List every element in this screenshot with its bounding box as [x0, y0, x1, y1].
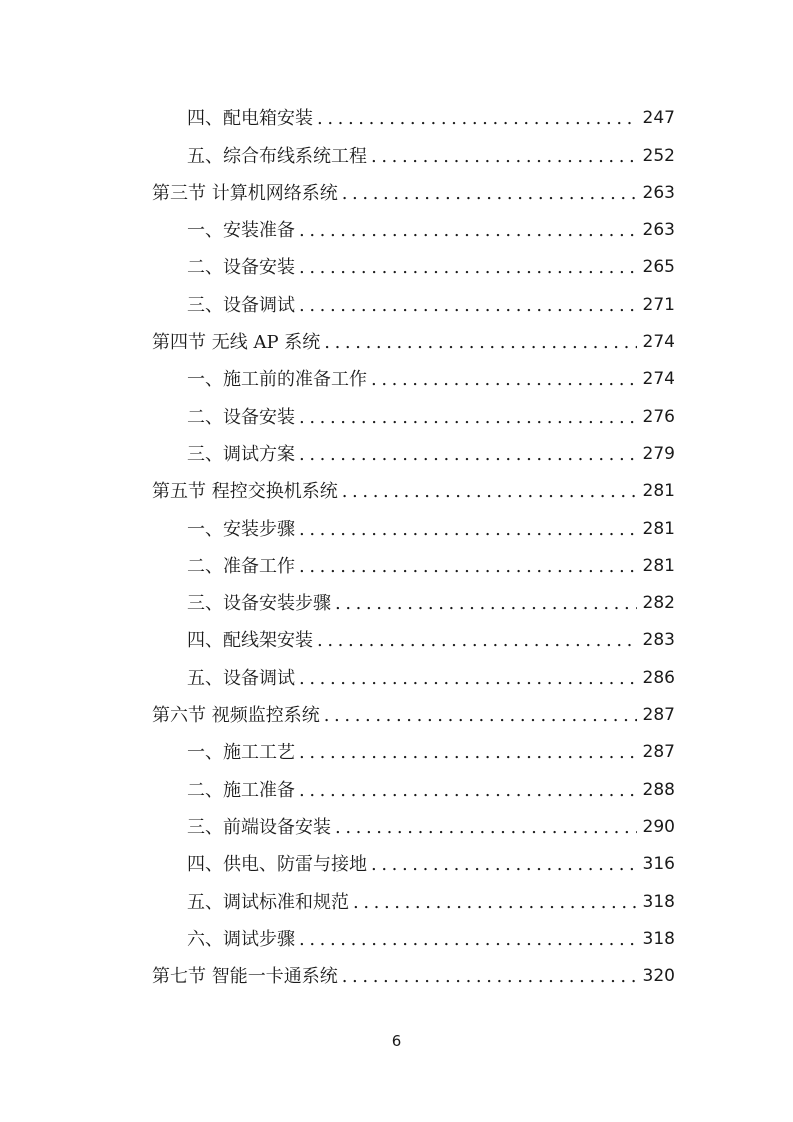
toc-entry-page: 247 [642, 108, 675, 129]
toc-entry-title: 第五节 程控交换机系统 [152, 481, 338, 503]
toc-entry-title: 第六节 视频监控系统 [152, 705, 320, 727]
toc-leader-dots [299, 511, 637, 548]
toc-leader-dots [324, 697, 637, 734]
toc-entry[interactable] [152, 771, 675, 808]
toc-entry-title: 一、安装步骤 [187, 518, 295, 540]
toc-section-entry[interactable] [152, 697, 675, 734]
toc-entry[interactable] [152, 361, 675, 398]
toc-entry-page: 281 [642, 518, 675, 539]
toc-section-entry[interactable] [152, 175, 675, 212]
toc-entry[interactable] [152, 398, 675, 435]
toc-leader-dots [299, 249, 637, 286]
toc-entry-title: 三、前端设备安装 [187, 816, 331, 838]
toc-leader-dots [299, 921, 637, 958]
toc-leader-dots [299, 548, 637, 585]
toc-entry-title: 五、调试标准和规范 [187, 891, 349, 913]
toc-entry-page: 252 [642, 145, 675, 166]
toc-entry-page: 276 [642, 406, 675, 427]
toc-entry-page: 287 [642, 742, 675, 763]
toc-entry-page: 263 [642, 182, 675, 203]
toc-entry-title: 二、施工准备 [187, 779, 295, 801]
toc-entry-page: 265 [642, 257, 675, 278]
toc-entry[interactable] [152, 212, 675, 249]
toc-entry-title: 三、调试方案 [187, 443, 295, 465]
toc-entry-page: 281 [642, 555, 675, 576]
toc-section-entry[interactable] [152, 473, 675, 510]
page-number: 6 [391, 1032, 402, 1050]
toc-leader-dots [353, 884, 637, 921]
toc-entry-page: 286 [642, 667, 675, 688]
toc-entry[interactable] [152, 436, 675, 473]
toc-entry-page: 316 [642, 854, 675, 875]
toc-entry-title: 一、安装准备 [187, 220, 295, 242]
toc-entry-page: 283 [642, 630, 675, 651]
toc-section-entry[interactable] [152, 958, 675, 995]
toc-entry[interactable] [152, 622, 675, 659]
toc-entry-title: 六、调试步骤 [187, 928, 295, 950]
toc-entry-title: 四、配电箱安装 [187, 108, 313, 130]
toc-entry[interactable] [152, 809, 675, 846]
toc-entry[interactable] [152, 137, 675, 174]
toc-leader-dots [335, 585, 637, 622]
toc-entry-page: 271 [642, 294, 675, 315]
toc-entry-title: 第七节 智能一卡通系统 [152, 966, 338, 988]
toc-entry[interactable] [152, 921, 675, 958]
toc-entry-page: 287 [642, 705, 675, 726]
toc-leader-dots [317, 622, 637, 659]
toc-entry[interactable] [152, 100, 675, 137]
toc-entry-page: 274 [642, 332, 675, 353]
toc-entry[interactable] [152, 249, 675, 286]
toc-entry-page: 318 [642, 891, 675, 912]
toc-leader-dots [299, 287, 637, 324]
toc-leader-dots [299, 734, 637, 771]
toc-leader-dots [299, 660, 637, 697]
toc-entry-page: 263 [642, 220, 675, 241]
toc-leader-dots [324, 324, 636, 361]
toc-entry[interactable] [152, 659, 675, 696]
toc-entry-title: 四、供电、防雷与接地 [187, 854, 367, 876]
toc-entry-page: 290 [642, 816, 675, 837]
toc-leader-dots [299, 399, 637, 436]
toc-entry-title: 第四节 无线 AP 系统 [152, 332, 321, 354]
toc-leader-dots [342, 958, 637, 995]
toc-entry-title: 五、综合布线系统工程 [187, 145, 367, 167]
toc-entry-title: 五、设备调试 [187, 667, 295, 689]
toc-leader-dots [342, 175, 637, 212]
toc-entry-page: 281 [642, 481, 675, 502]
toc-entry-page: 320 [642, 966, 675, 987]
toc-entry-title: 三、设备安装步骤 [187, 593, 331, 615]
toc-leader-dots [335, 809, 637, 846]
toc-entry-title: 一、施工工艺 [187, 742, 295, 764]
toc-entry[interactable] [152, 510, 675, 547]
toc-leader-dots [299, 212, 637, 249]
toc-entry-title: 四、配线架安装 [187, 630, 313, 652]
toc-entry-page: 279 [642, 443, 675, 464]
table-of-contents [152, 100, 675, 995]
toc-leader-dots [371, 361, 637, 398]
toc-leader-dots [299, 436, 637, 473]
toc-entry[interactable] [152, 883, 675, 920]
toc-entry-title: 第三节 计算机网络系统 [152, 182, 338, 204]
toc-entry[interactable] [152, 585, 675, 622]
toc-entry-page: 282 [642, 593, 675, 614]
toc-entry[interactable] [152, 734, 675, 771]
toc-entry-title: 二、设备安装 [187, 257, 295, 279]
toc-entry[interactable] [152, 548, 675, 585]
toc-entry-page: 318 [642, 928, 675, 949]
toc-leader-dots [371, 846, 637, 883]
toc-entry-title: 二、准备工作 [187, 555, 295, 577]
toc-entry-page: 274 [642, 369, 675, 390]
toc-leader-dots [317, 100, 637, 137]
toc-leader-dots [342, 473, 637, 510]
toc-entry-title: 一、施工前的准备工作 [187, 369, 367, 391]
toc-section-entry[interactable] [152, 324, 675, 361]
toc-leader-dots [371, 138, 637, 175]
toc-entry-title: 二、设备安装 [187, 406, 295, 428]
toc-entry-title: 三、设备调试 [187, 294, 295, 316]
toc-entry[interactable] [152, 286, 675, 323]
toc-leader-dots [299, 772, 637, 809]
toc-entry-page: 288 [642, 779, 675, 800]
toc-entry[interactable] [152, 846, 675, 883]
